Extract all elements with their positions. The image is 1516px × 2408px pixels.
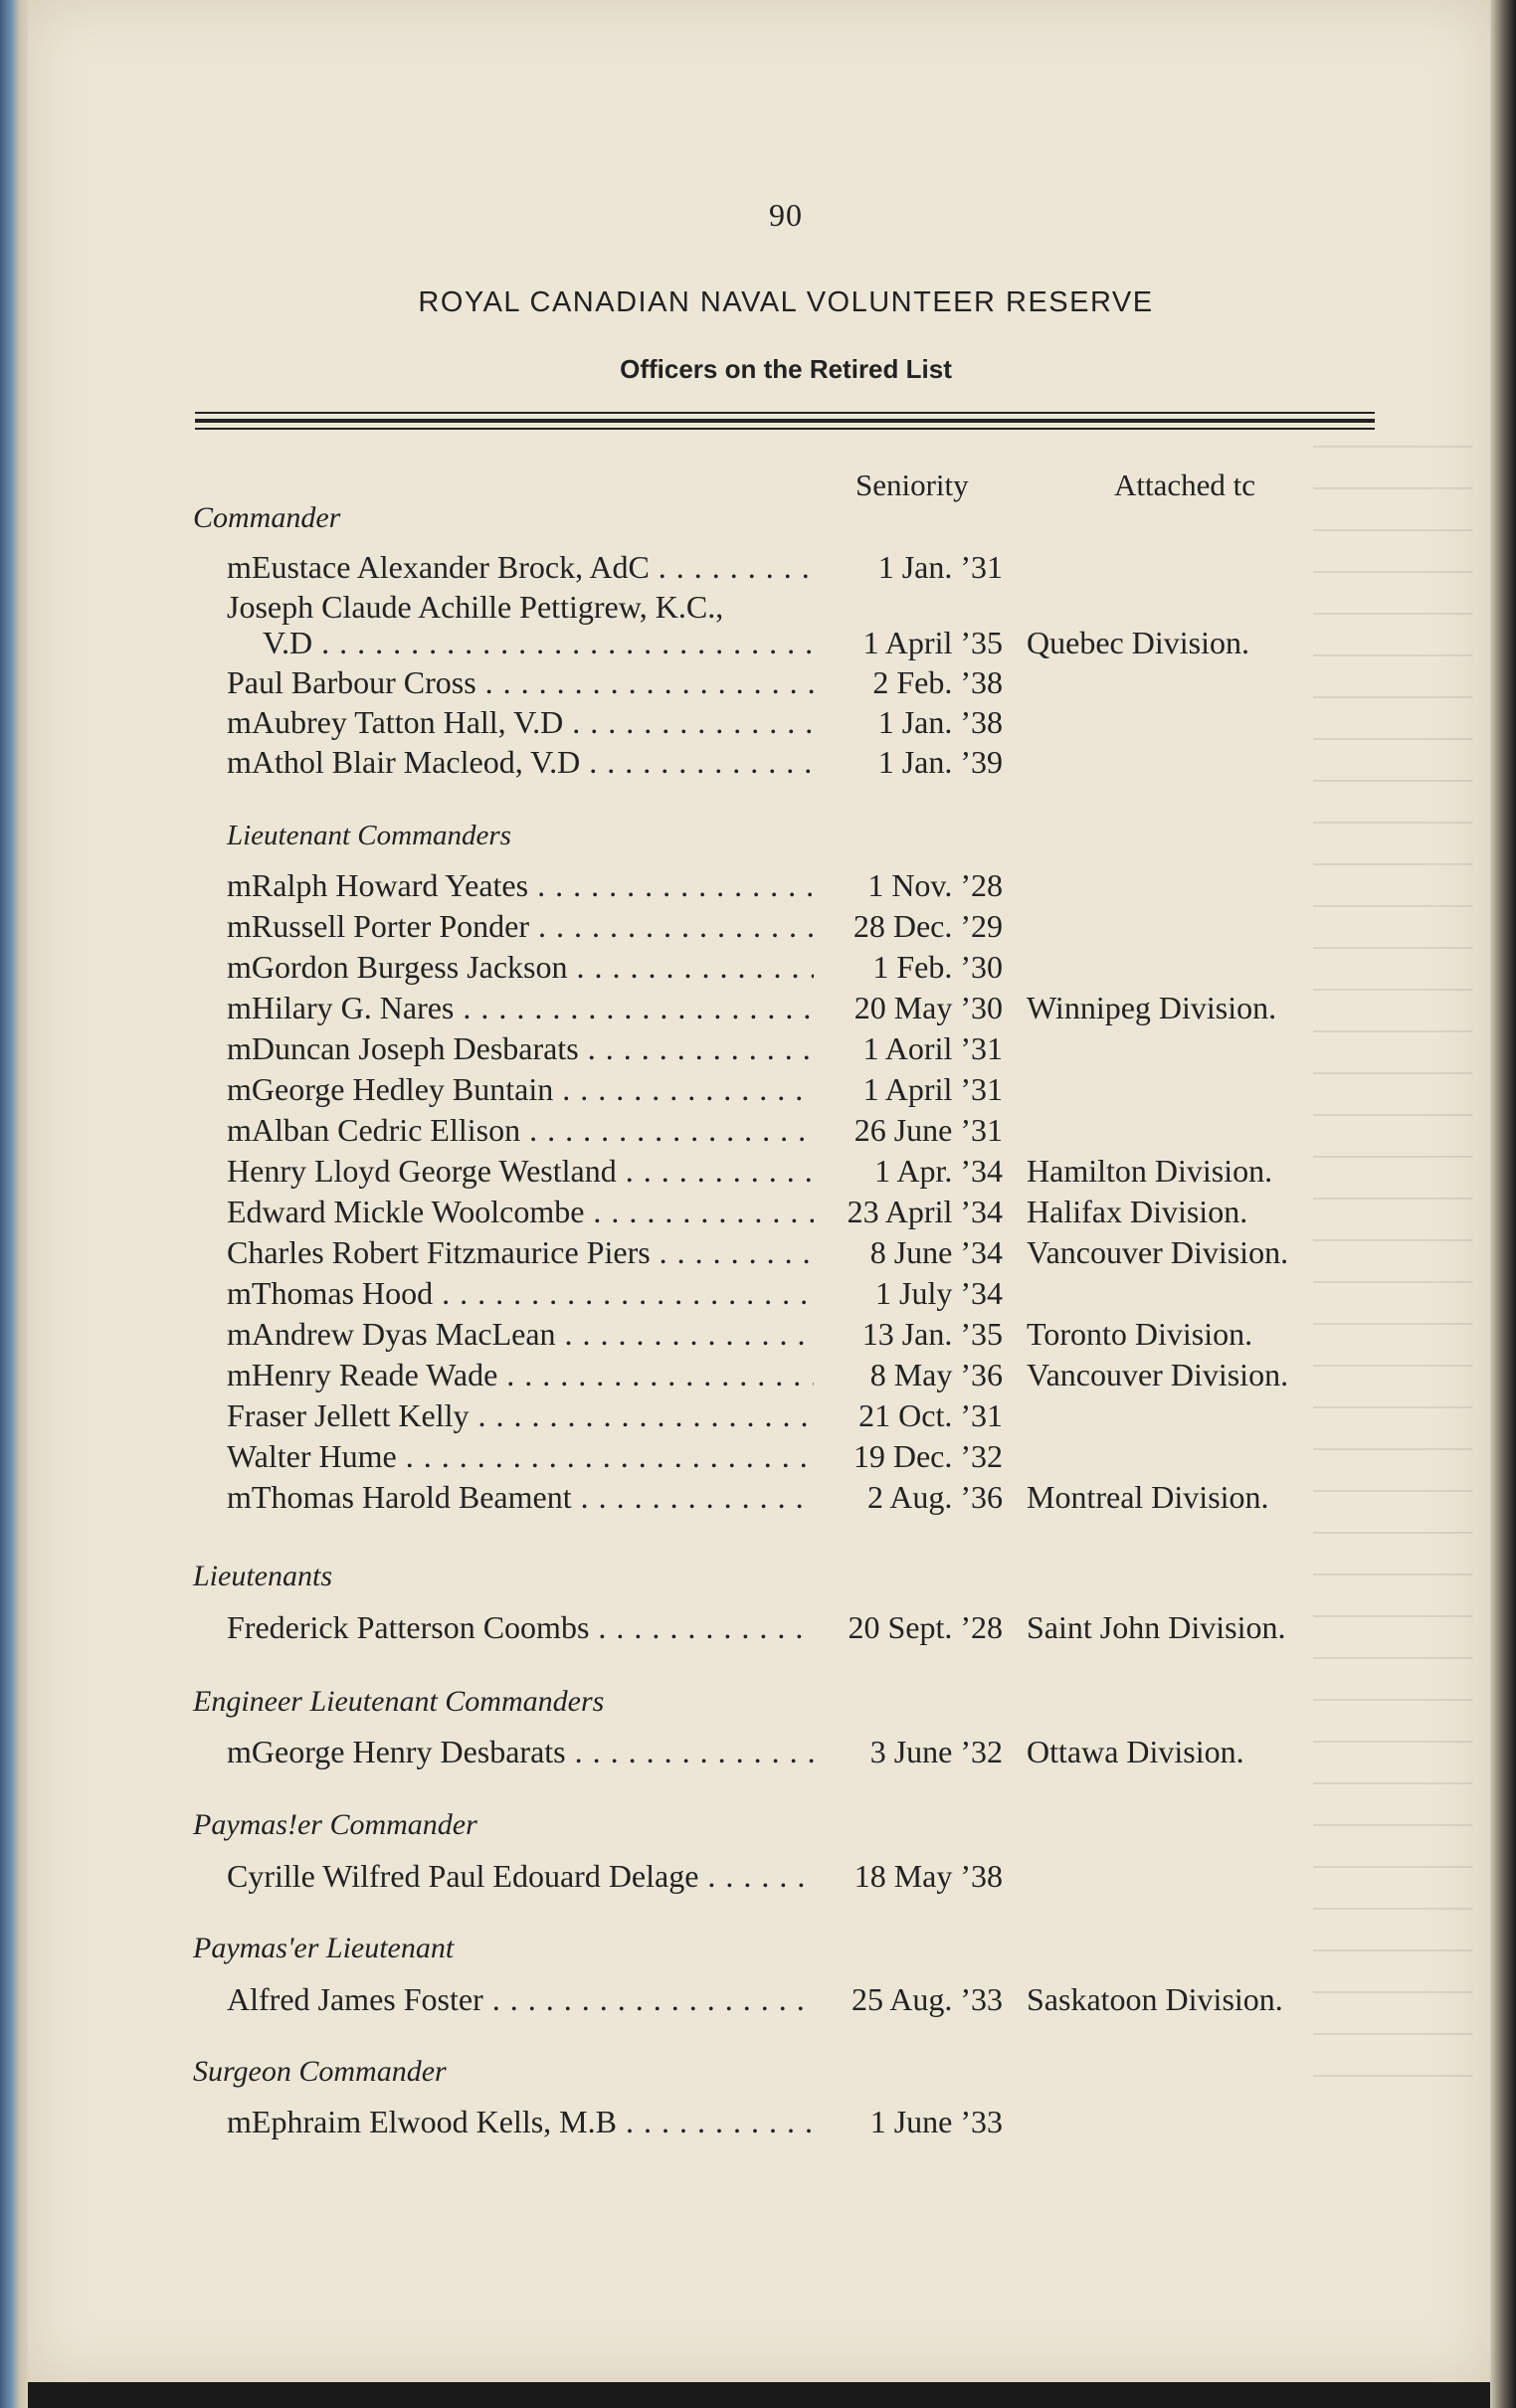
officer-name: mDuncan Joseph Desbarats . . . [227,1030,814,1067]
officer-entry [227,867,1341,907]
seniority-date: 3 June ’32 [869,1734,1003,1769]
attached-column-header: Attached tc [1114,467,1256,502]
officer-name: Henry Lloyd George Westland . . . [227,1153,814,1190]
seniority-date: 23 April ’34 [847,1194,1003,1229]
officer-name: mAlban Cedric Ellison . . . [227,1112,814,1149]
header-rule-thin-2 [195,428,1375,430]
seniority-date: 1 June ’33 [869,2104,1003,2139]
attached-division: Quebec Division. [1027,625,1249,660]
officer-name: Fraser Jellett Kelly . . . [227,1397,814,1434]
officer-name-continued: V.D . . . [263,625,814,661]
officer-entry [227,1734,1341,1773]
seniority-date: 20 Sept. ’28 [848,1609,1003,1645]
officer-entry [227,704,1341,744]
officer-name: mRalph Howard Yeates . . . [227,867,814,904]
attached-division: Halifax Division. [1027,1194,1248,1229]
seniority-date: 18 May ’38 [853,1858,1003,1894]
page-number: 90 [769,197,803,233]
seniority-date: 2 Feb. ’38 [872,664,1003,700]
seniority-date: 1 Nov. ’28 [867,867,1003,903]
officer-entry [227,664,1341,704]
seniority-column-header: Seniority [855,467,969,502]
section-heading-engineer-lieutenant-commanders: Engineer Lieutenant Commanders [193,1685,605,1718]
seniority-date: 1 Jan. ’31 [877,549,1003,585]
document-title: ROYAL CANADIAN NAVAL VOLUNTEER RESERVE [418,286,1154,318]
header-rule-thick [195,419,1375,423]
attached-division: Saskatoon Division. [1027,1981,1283,2017]
seniority-date: 1 April ’31 [862,1071,1003,1107]
section-heading-lieutenant-commanders: Lieutenant Commanders [227,820,511,851]
attached-division: Montreal Division. [1027,1479,1269,1515]
seniority-date: 1 July ’34 [875,1275,1003,1311]
seniority-date: 8 June ’34 [869,1234,1003,1270]
officer-name: mThomas Hood . . . [227,1275,814,1312]
header-rule-thin [195,412,1375,414]
officer-name: mGeorge Henry Desbarats . . . [227,1734,814,1770]
officer-name: mHilary G. Nares . . . [227,990,814,1026]
section-heading-paymaster-commander: Paymas!er Commander [193,1808,477,1841]
officer-entry [263,625,1341,664]
officer-entry [227,949,1341,989]
officer-name: mAthol Blair Macleod, V.D . . . [227,744,814,781]
officer-name: mEustace Alexander Brock, AdC . . . [227,549,814,586]
officer-entry [227,908,1341,948]
seniority-date: 21 Oct. ’31 [858,1397,1003,1433]
document-subtitle: Officers on the Retired List [620,354,952,384]
officer-name: Cyrille Wilfred Paul Edouard Delage . . . [227,1858,814,1895]
seniority-date: 26 June ’31 [853,1112,1003,1148]
seniority-date: 1 Jan. ’39 [877,744,1003,780]
officer-entry [227,1275,1341,1315]
officer-entry [227,1153,1341,1193]
attached-division: Vancouver Division. [1027,1234,1289,1270]
officer-entry [227,744,1341,784]
attached-division: Hamilton Division. [1027,1153,1273,1189]
officer-entry [227,990,1341,1029]
seniority-date: 1 April ’35 [862,625,1003,660]
officer-name: mEphraim Elwood Kells, M.B . . . [227,2104,814,2140]
seniority-date: 25 Aug. ’33 [852,1981,1003,2017]
officer-name: Paul Barbour Cross . . . [227,664,814,701]
seniority-date: 1 Apr. ’34 [874,1153,1003,1189]
seniority-date: 2 Aug. ’36 [867,1479,1003,1515]
seniority-date: 8 May ’36 [869,1357,1003,1392]
officer-name: mRussell Porter Ponder . . . [227,908,814,945]
section-heading-surgeon-commander: Surgeon Commander [193,2055,447,2088]
officer-entry [227,1858,1341,1898]
seniority-date: 13 Jan. ’35 [861,1316,1003,1352]
seniority-date: 20 May ’30 [853,990,1003,1025]
officer-entry [227,1194,1341,1233]
attached-division: Saint John Division. [1027,1609,1286,1645]
officer-name: mHenry Reade Wade . . . [227,1357,814,1393]
section-heading-lieutenants: Lieutenants [193,1560,332,1592]
officer-name: mThomas Harold Beament . . . [227,1479,814,1516]
officer-entry [227,1981,1341,2021]
officer-entry [227,1357,1341,1396]
officer-entry [227,1030,1341,1070]
officer-name: Edward Mickle Woolcombe . . . [227,1194,814,1230]
officer-entry [227,1609,1341,1649]
officer-name: mAndrew Dyas MacLean . . . [227,1316,814,1353]
officer-name: Frederick Patterson Coombs . . . [227,1609,814,1646]
attached-division: Ottawa Division. [1027,1734,1244,1769]
officer-name: Joseph Claude Achille Pettigrew, K.C., [227,589,724,625]
seniority-date: 1 Feb. ’30 [872,949,1003,985]
attached-division: Toronto Division. [1027,1316,1253,1352]
officer-entry [227,1479,1341,1519]
officer-entry [227,2104,1341,2143]
officer-name: Charles Robert Fitzmaurice Piers . . . [227,1234,814,1271]
attached-division: Vancouver Division. [1027,1357,1289,1392]
seniority-date: 1 Aoril ’31 [862,1030,1003,1066]
officer-name: mGeorge Hedley Buntain . . . [227,1071,814,1108]
officer-entry [227,1234,1341,1274]
officer-entry [227,549,1341,589]
officer-name: mGordon Burgess Jackson . . . [227,949,814,986]
seniority-date: 1 Jan. ’38 [877,704,1003,740]
officer-entry [227,1071,1341,1111]
officer-entry [227,1397,1341,1437]
attached-division: Winnipeg Division. [1027,990,1277,1025]
section-heading-paymaster-lieutenant: Paymas'er Lieutenant [193,1932,455,1964]
officer-name: mAubrey Tatton Hall, V.D . . . [227,704,814,741]
officer-entry [227,1438,1341,1478]
officer-entry [227,1316,1341,1356]
seniority-date: 19 Dec. ’32 [853,1438,1003,1474]
officer-entry [227,1112,1341,1152]
section-heading-commander: Commander [193,501,341,534]
officer-name: Alfred James Foster . . . [227,1981,814,2018]
officer-name: Walter Hume . . . [227,1438,814,1475]
seniority-date: 28 Dec. ’29 [853,908,1003,944]
